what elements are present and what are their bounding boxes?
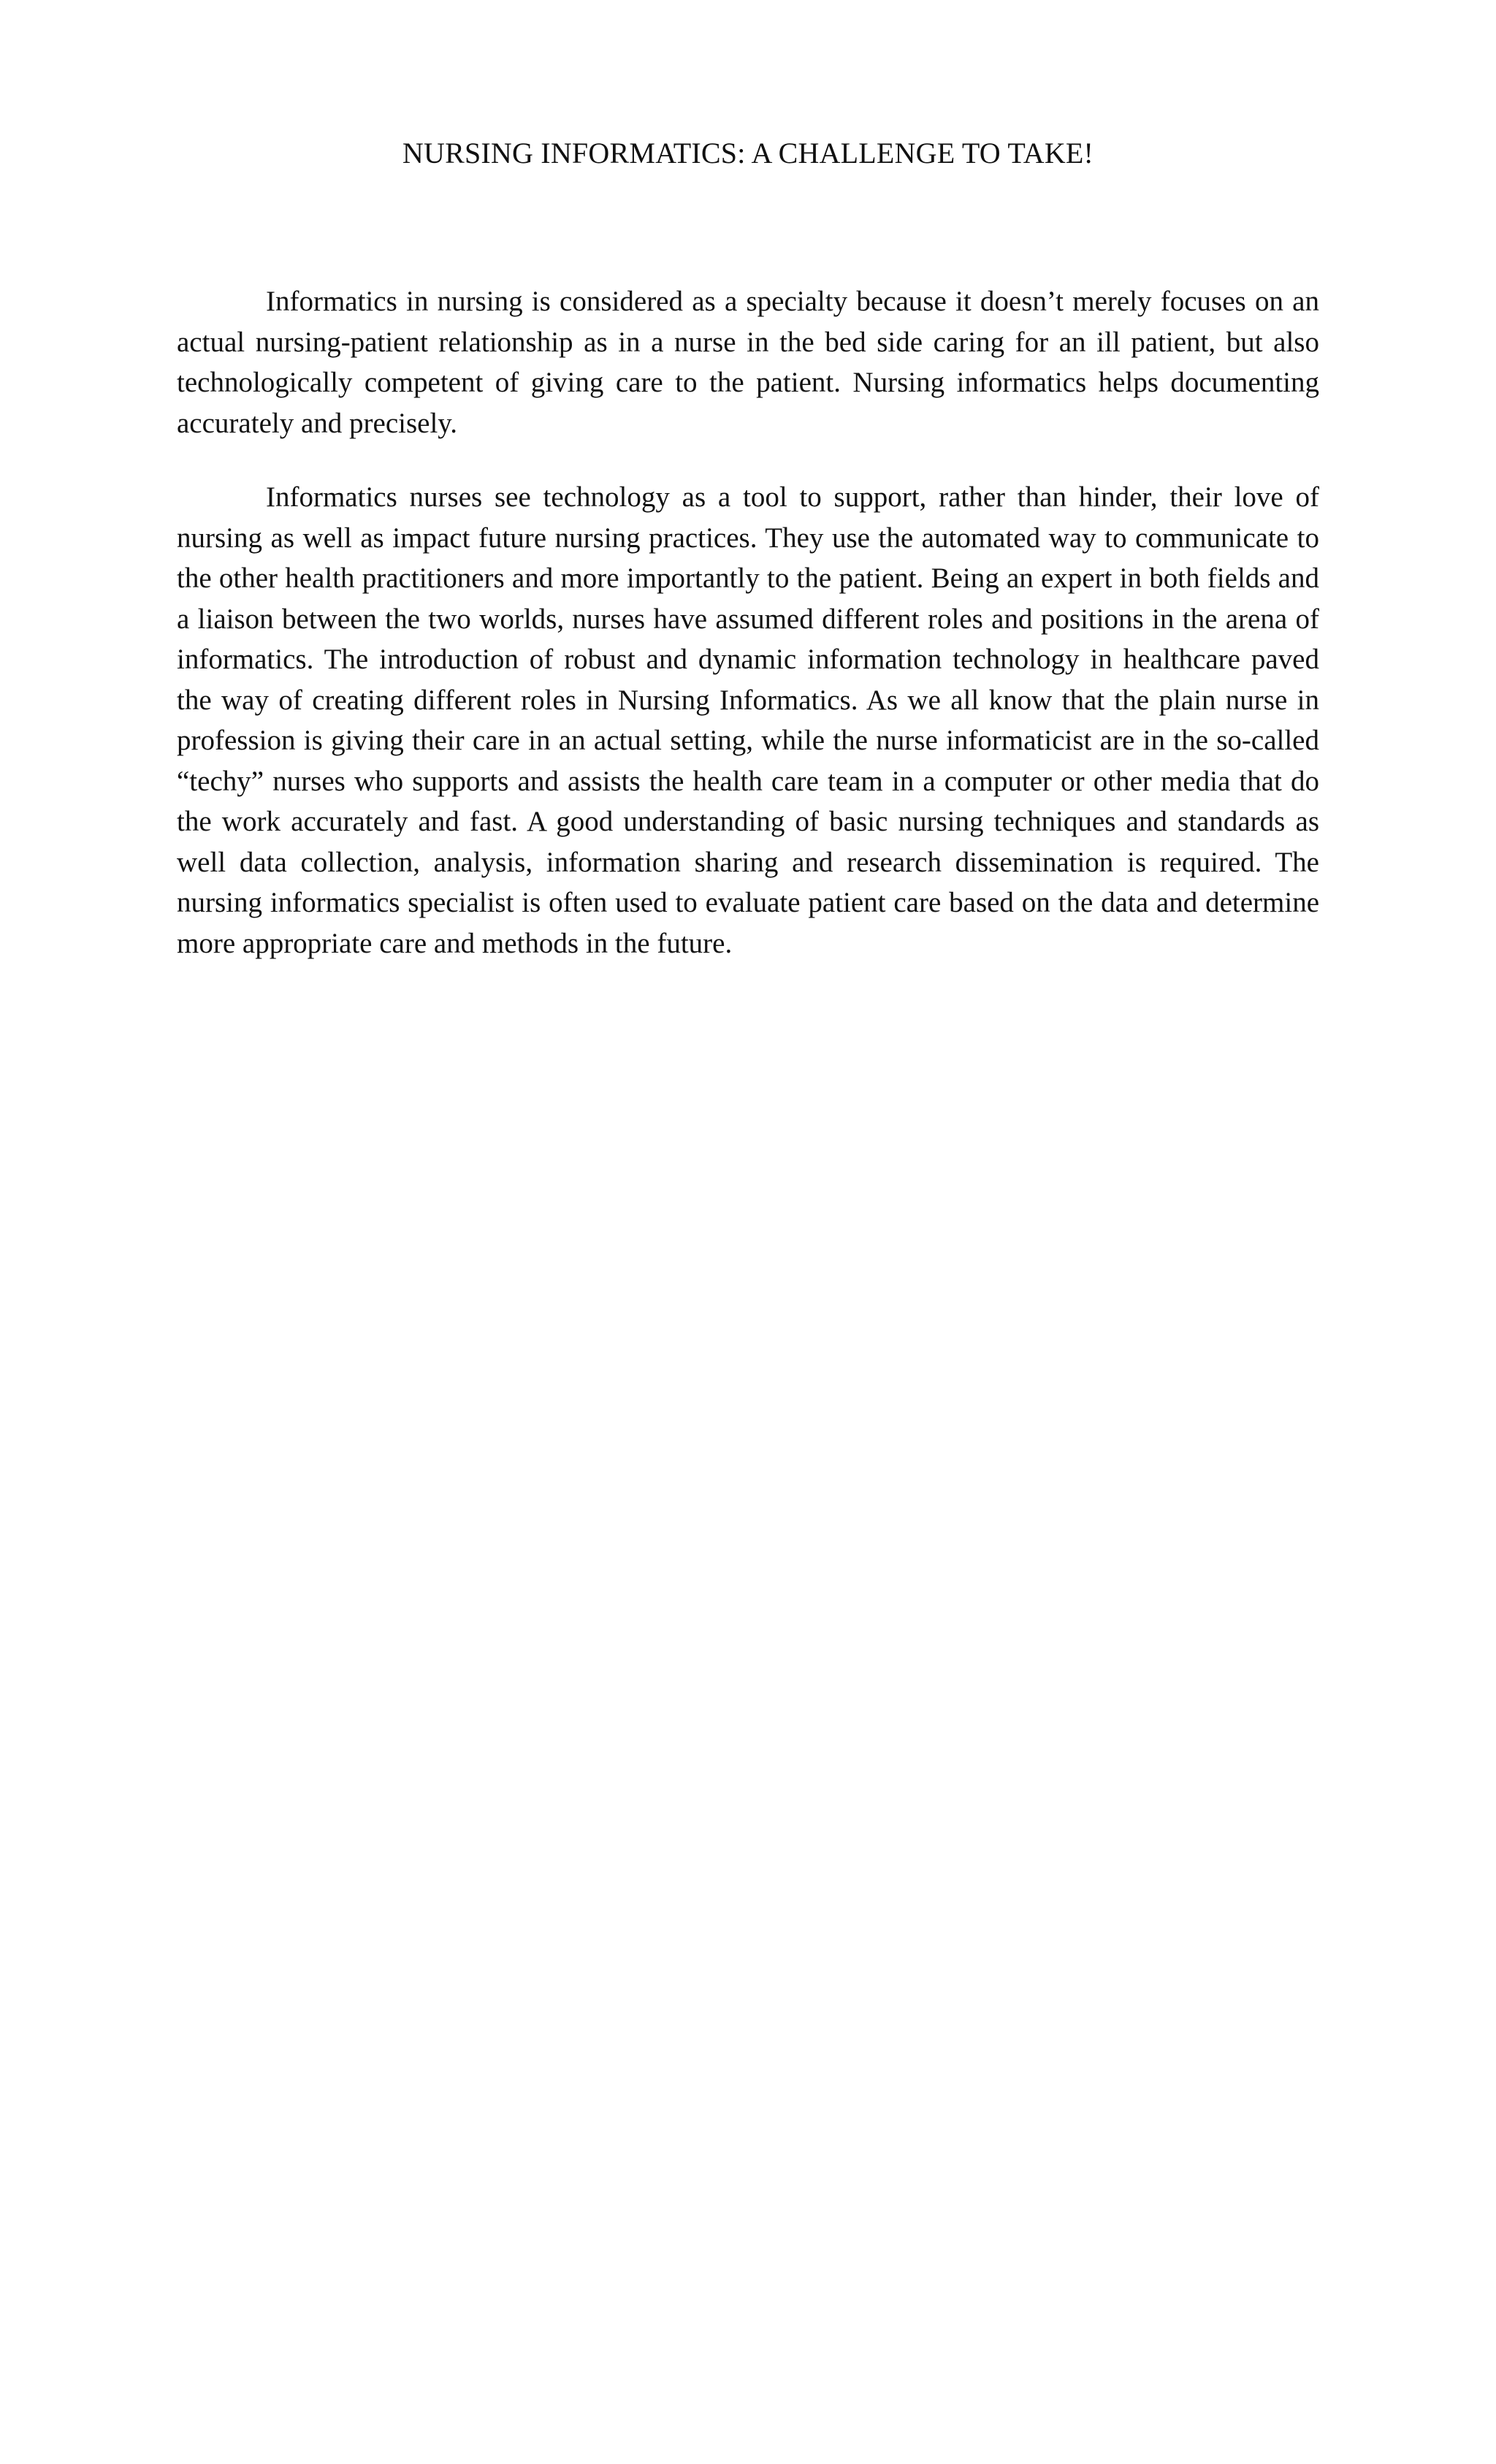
paragraph-1: Informatics in nursing is considered as a specialty because it doesn’t merely focuses on an actual nursing-patient relationship as in a nurse in the bed side caring for an ill patient, but also technologically competent of giving care to the patient. Nursing informatics helps documenting accurately and precisely. (177, 286, 1319, 439)
paragraph-2: Informatics nurses see technology as a tool to support, rather than hinder, their love of nursing as well as impact future nursing practices. They use the automated way to communicate to the other health practitioners and more importantly to the patient. Being an expert in both fields and a liaison between the two worlds, nurses have assumed different roles and positions in the arena of informatics. The introduction of robust and dynamic information technology in healthcare paved the way of creating different roles in Nursing Informatics. As we all know that the plain nurse in profession is giving their care in an actual setting, while the nurse informaticist are in the so-called “techy” nurses who supports and assists the health care team in a computer or other media that do the work accurately and fast. A good understanding of basic nursing techniques and standards as well data collection, analysis, information sharing and research dissemination is required. The nursing informatics specialist is often used to evaluate patient care based on the data and determine more appropriate care and methods in the future. (177, 481, 1319, 959)
document-body (177, 281, 1319, 997)
document-title: NURSING INFORMATICS: A CHALLENGE TO TAKE! (402, 137, 1094, 169)
